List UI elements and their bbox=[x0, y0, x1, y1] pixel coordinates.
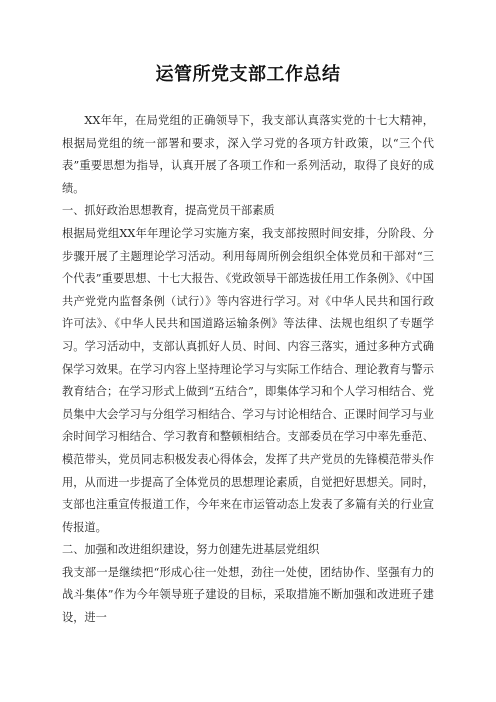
document-title: 运管所党支部工作总结 bbox=[155, 64, 341, 85]
section-1-paragraph: 根据局党组XX年年理论学习实施方案，我支部按照时间安排，分阶段、分步骤开展了主题理论学习活动。利用每周所例会组织全体党员和干部对“三个代表”重要思想、十七大报告、《党政领导干部选拔任用工作条例》、《中国共产党党内监督条例（试行）》等内容进行学习。对《中华人民共和国行政许可法》、《中华人民共和国道路运输条例》等法律、法规也组织了专题学习。学习活动中，支部认真抓好人员、时间、内容三落实，通过多种方式确保学习效果。在学习内容上坚持理论学习与实际工作结合、理论教育与警示教育结合；在学习形式上做到“五结合”，即集体学习和个人学习相结合、党员集中大会学习与分组学习相结合、学习与讨论相结合、正课时间学习与业余时间学习相结合、学习教育和整顿相结合。支部委员在学习中率先垂范、模范带头，党员同志积极发表心得体会，发挥了共产党员的先锋模范带头作用，从而进一步提高了全体党员的思想理论素质，自觉把好思想关。同时，支部也注重宣传报道工作，今年来在市运管动态上发表了多篇有关的行业宣传报道。 bbox=[62, 226, 434, 534]
section-2-paragraph: 我支部一是继续把“形成心往一处想，劲往一处使，团结协作、坚强有力的战斗集体”作为今年领导班子建设的目标，采取措施不断加强和改进班子建设，进一 bbox=[62, 565, 434, 625]
intro-paragraph: XX年年，在局党组的正确领导下，我支部认真落实党的十七大精神，根据局党组的统一部署和要求，深入学习党的各项方针政策，以“三个代表”重要思想为指导，认真开展了各项工作和一系列活动，取得了良好的成绩。 bbox=[62, 114, 434, 195]
section-heading-2: 二、加强和改进组织建设，努力创建先进基层党组织 bbox=[62, 543, 320, 557]
document-body bbox=[62, 110, 434, 630]
section-heading-1: 一、抓好政治思想教育，提高党员干部素质 bbox=[62, 204, 275, 218]
